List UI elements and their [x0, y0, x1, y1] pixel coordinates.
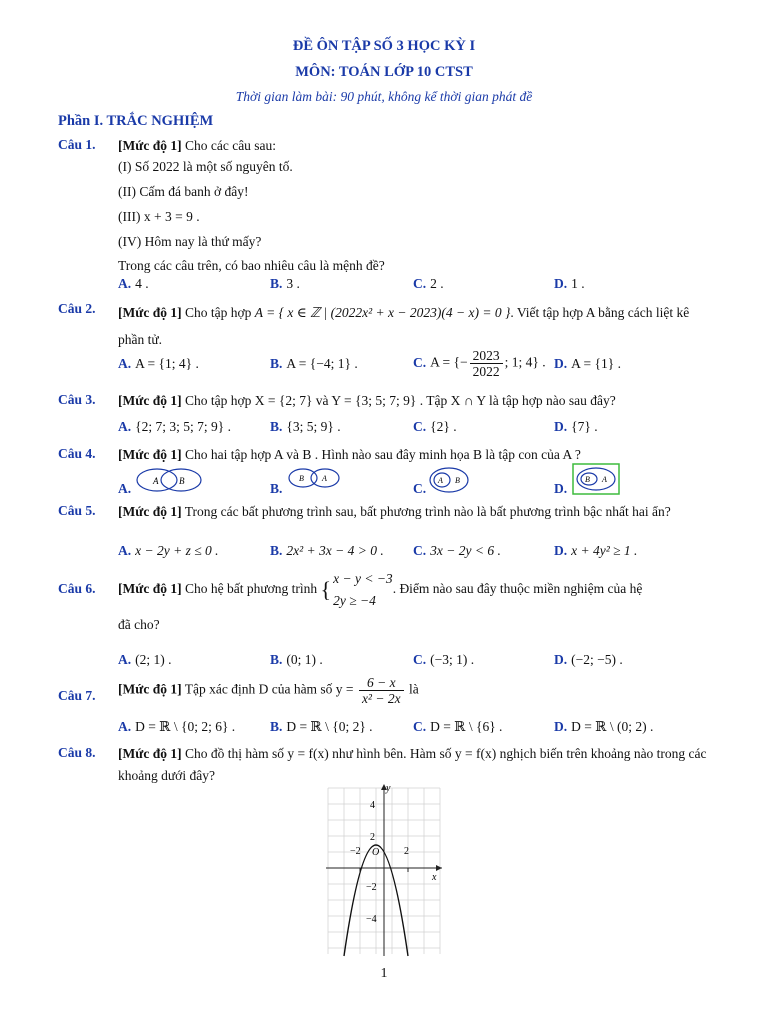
- question-number: Câu 4.: [58, 446, 96, 461]
- option-c[interactable]: C. D = ℝ \ {6} .: [413, 719, 503, 734]
- option-c[interactable]: C. {2} .: [413, 419, 457, 434]
- inequality-system: x − y < −3 2y ≥ −4: [333, 571, 393, 608]
- option-b[interactable]: B. 3 .: [270, 276, 300, 291]
- option-c[interactable]: C. (−3; 1) .: [413, 652, 475, 667]
- svg-text:B: B: [299, 474, 304, 483]
- statement-item: (IV) Hôm nay là thứ mấy?: [118, 234, 262, 249]
- venn-diagram-a: [133, 466, 205, 496]
- question-number: Câu 7.: [58, 688, 96, 703]
- option-d[interactable]: D. A = {1} .: [554, 356, 621, 371]
- question-text: Cho tập hợp: [184, 305, 252, 320]
- option-b[interactable]: B. D = ℝ \ {0; 2} .: [270, 719, 373, 734]
- svg-text:−4: −4: [366, 914, 377, 925]
- svg-text:B: B: [455, 476, 460, 485]
- question-number: Câu 6.: [58, 581, 96, 596]
- question-number: Câu 3.: [58, 392, 96, 407]
- statement-item: (II) Cấm đá banh ở đây!: [118, 184, 249, 199]
- option-c[interactable]: C. A = {− $\frac{2023}{2022}$ ; 1; 4} .: [413, 348, 546, 379]
- level-tag: [Mức độ 1]: [118, 504, 182, 519]
- option-a[interactable]: A. (2; 1) .: [118, 652, 172, 667]
- option-b[interactable]: B. (0; 1) .: [270, 652, 323, 667]
- fraction-expression: $\frac{6 - x}{\text{x² − 2x}}$: [359, 675, 404, 706]
- question-text: Cho các câu sau:: [184, 138, 277, 153]
- svg-text:A: A: [602, 475, 607, 484]
- option-c[interactable]: C. 2 .: [413, 276, 444, 291]
- svg-text:y: y: [386, 783, 391, 794]
- option-a[interactable]: A. {2; 7; 3; 5; 7; 9} .: [118, 419, 231, 434]
- question-text: đã cho?: [118, 617, 160, 632]
- svg-text:A: A: [153, 476, 159, 486]
- level-tag: [Mức độ 1]: [118, 447, 182, 462]
- question-number: Câu 1.: [58, 137, 96, 152]
- set-expression: A = { x ∈ ℤ | (2022x² + x − 2023)(4 − x) = 0 }: [254, 305, 511, 320]
- option-d[interactable]: D. (−2; −5) .: [554, 652, 623, 667]
- option-a[interactable]: A. A = {1; 4} .: [118, 356, 199, 371]
- statement-item: (III) x + 3 = 9 .: [118, 209, 200, 224]
- page-number: 1: [380, 966, 388, 981]
- question-text: Tập xác định D của hàm số y =: [184, 681, 354, 697]
- option-b[interactable]: B.: [270, 481, 283, 496]
- question-prompt: Trong các câu trên, có bao nhiêu câu là mệnh đề?: [118, 258, 385, 273]
- question-text: . Viết tập hợp A bằng cách liệt kê phần tử.: [118, 305, 690, 347]
- option-c[interactable]: C.: [413, 481, 427, 496]
- option-a[interactable]: A.: [118, 481, 132, 496]
- doc-time: Thời gian làm bài: 90 phút, không kể thời gian phát đề: [235, 89, 533, 104]
- venn-diagram-d: [572, 463, 620, 495]
- question-text: Trong các bất phương trình sau, bất phương trình nào là bất phương trình bậc nhất hai ẩn?: [184, 504, 671, 519]
- svg-text:A: A: [322, 474, 327, 483]
- option-d[interactable]: D. {7} .: [554, 419, 598, 434]
- level-tag: [Mức độ 1]: [118, 746, 182, 761]
- option-d[interactable]: D. 1 .: [554, 276, 585, 291]
- svg-text:−2: −2: [350, 846, 361, 857]
- option-c[interactable]: C. 3x − 2y < 6 .: [413, 543, 501, 558]
- question-text: Cho hai tập hợp A và B . Hình nào sau đây minh họa B là tập con của A ?: [184, 447, 581, 462]
- svg-text:B: B: [585, 475, 590, 484]
- option-a[interactable]: A. x − 2y + z ≤ 0 .: [118, 543, 219, 558]
- svg-text:2: 2: [404, 846, 409, 857]
- svg-text:A: A: [438, 476, 443, 485]
- svg-text:x: x: [432, 872, 437, 883]
- option-b[interactable]: B. A = {−4; 1} .: [270, 356, 358, 371]
- question-number: Câu 2.: [58, 301, 96, 316]
- level-tag: [Mức độ 1]: [118, 581, 182, 597]
- section-title: Phần I. TRẮC NGHIỆM: [58, 113, 214, 129]
- doc-subject: MÔN: TOÁN LỚP 10 CTST: [295, 64, 473, 80]
- question-text: Cho hệ bất phương trình: [184, 581, 318, 597]
- svg-text:−2: −2: [366, 882, 377, 893]
- option-a[interactable]: A. 4 .: [118, 276, 149, 291]
- function-graph: [322, 782, 446, 958]
- level-tag: [Mức độ 1]: [118, 393, 182, 408]
- option-b[interactable]: B. {3; 5; 9} .: [270, 419, 341, 434]
- option-d[interactable]: D. D = ℝ \ (0; 2) .: [554, 719, 654, 734]
- question-text: . Điểm nào sau đây thuộc miền nghiệm của hệ: [392, 581, 643, 597]
- option-a[interactable]: A. D = ℝ \ {0; 2; 6} .: [118, 719, 236, 734]
- venn-diagram-c: [428, 466, 470, 496]
- svg-text:O: O: [372, 847, 380, 858]
- question-text: Cho tập hợp X = {2; 7} và Y = {3; 5; 7; 9} . Tập X ∩ Y là tập hợp nào sau đây?: [184, 393, 616, 408]
- question-number: Câu 5.: [58, 503, 96, 518]
- venn-diagram-b: [285, 466, 345, 496]
- option-b[interactable]: B. 2x² + 3x − 4 > 0 .: [270, 543, 384, 558]
- svg-text:2: 2: [370, 832, 375, 843]
- svg-text:4: 4: [370, 800, 375, 811]
- level-tag: [Mức độ 1]: [118, 305, 182, 320]
- statement-item: (I) Số 2022 là một số nguyên tố.: [118, 159, 293, 174]
- option-d[interactable]: D. x + 4y² ≥ 1 .: [554, 543, 638, 558]
- question-text: Cho đồ thị hàm số y = f(x) như hình bên. Hàm số y = f(x) nghịch biến trên khoảng nào trong các khoảng dưới đây?: [118, 746, 707, 783]
- level-tag: [Mức độ 1]: [118, 138, 182, 153]
- question-number: Câu 8.: [58, 745, 96, 760]
- option-d[interactable]: D.: [554, 481, 568, 496]
- doc-title: ĐỀ ÔN TẬP SỐ 3 HỌC KỲ I: [292, 38, 476, 54]
- level-tag: [Mức độ 1]: [118, 681, 182, 697]
- svg-text:B: B: [179, 476, 185, 486]
